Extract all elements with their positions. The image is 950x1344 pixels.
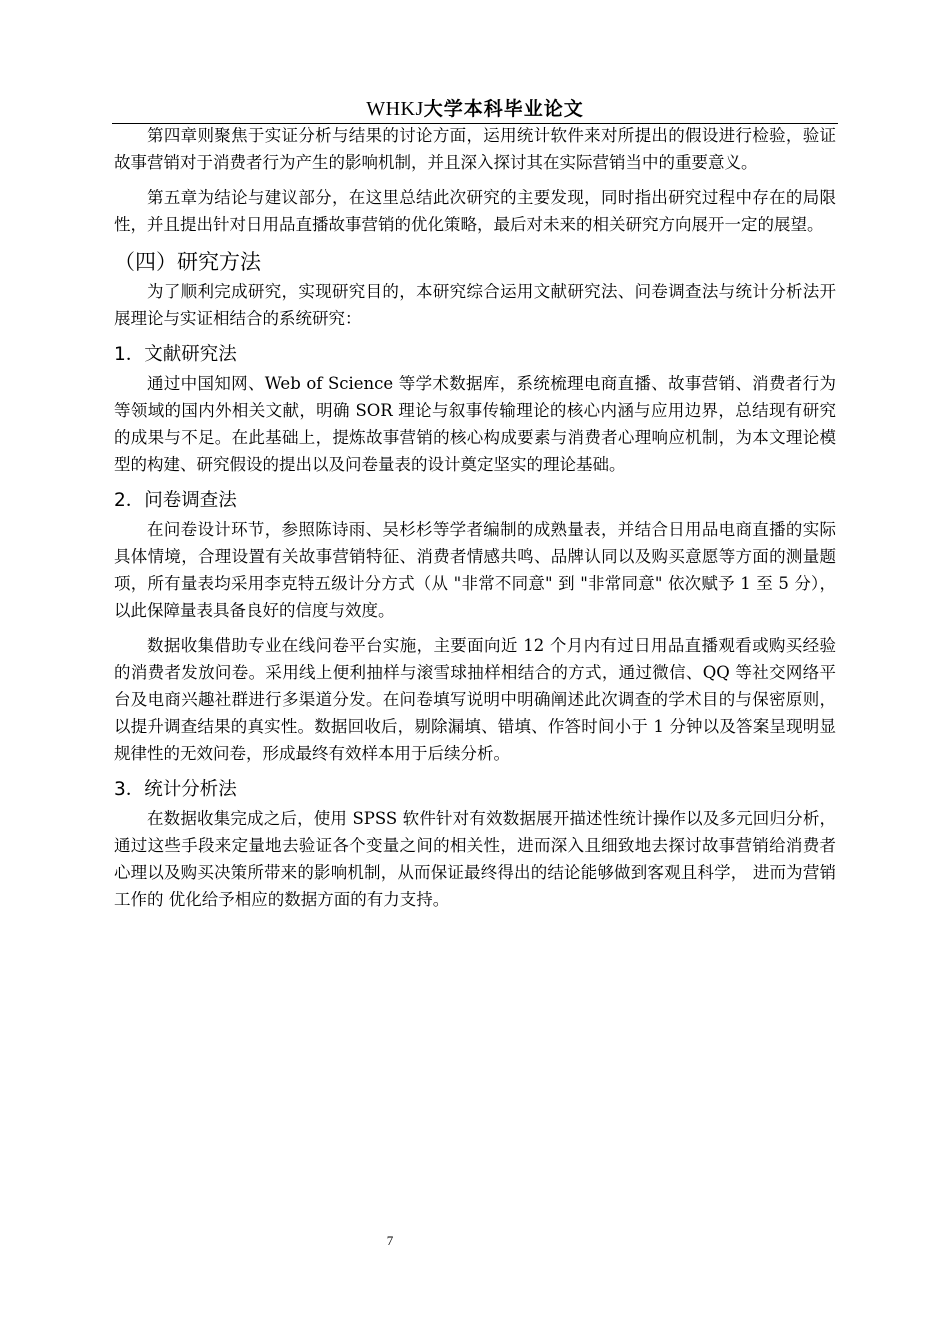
page-number: 7 bbox=[386, 1233, 394, 1248]
header-latin: WHKJ bbox=[366, 98, 424, 120]
paragraph-questionnaire-design: 在问卷设计环节，参照陈诗雨、吴杉杉等学者编制的成熟量表，并结合日用品电商直播的实际具体情境，合理设置有关故事营销特征、消费者情感共鸣、品牌认同以及购买意愿等方面的测量题项，所有量表均采用李克特五级计分方式（从 "非常不同意" 到 "非常同意" 依次赋予 1 至 5 分），以此保障量表具备良好的信度与效度。 bbox=[114, 520, 836, 620]
section-heading-research-methods: （四）研究方法 bbox=[114, 250, 261, 274]
paragraph-data-collection: 数据收集借助专业在线问卷平台实施，主要面向近 12 个月内有过日用品直播观看或购买经验的消费者发放问卷。采用线上便利抽样与滚雪球抽样相结合的方式，通过微信、QQ 等社交网络平台及电商兴趣社群进行多渠道分发。在问卷填写说明中明确阐述此次调查的学术目的与保密原则，以提升调查结果的真实性。数据回收后，剔除漏填、错填、作答时间小于 1 分钟以及答案呈现明显规律性的无效问卷，形成最终有效样本用于后续分析。 bbox=[114, 636, 836, 763]
subheading-questionnaire-method: 2．问卷调查法 bbox=[114, 490, 237, 511]
paragraph-statistical-method: 在数据收集完成之后，使用 SPSS 软件针对有效数据展开描述性统计操作以及多元回归分析，通过这些手段来定量地去验证各个变量之间的相关性，进而深入且细致地去探讨故事营销给消费者心理以及购买决策所带来的影响机制，从而保证最终得出的结论能够做到客观且科学， 进而为营销工作的 优化给予相应的数据方面的有力支持。 bbox=[114, 809, 836, 909]
subheading-statistical-method: 3．统计分析法 bbox=[114, 779, 237, 800]
body-text bbox=[114, 122, 836, 913]
paragraph-literature-method: 通过中国知网、Web of Science 等学术数据库，系统梳理电商直播、故事营销、消费者行为等领域的国内外相关文献，明确 SOR 理论与叙事传输理论的核心内涵与应用边界，总结现有研究的成果与不足。在此基础上，提炼故事营销的核心构成要素与消费者心理响应机制，为本文理论模型的构建、研究假设的提出以及问卷量表的设计奠定坚实的理论基础。 bbox=[114, 374, 836, 474]
paragraph-methods-intro: 为了顺利完成研究，实现研究目的，本研究综合运用文献研究法、问卷调查法与统计分析法开展理论与实证相结合的系统研究： bbox=[114, 282, 836, 328]
paragraph-chapter5: 第五章为结论与建议部分，在这里总结此次研究的主要发现，同时指出研究过程中存在的局限性，并且提出针对日用品直播故事营销的优化策略，最后对未来的相关研究方向展开一定的展望。 bbox=[114, 188, 836, 234]
running-header bbox=[112, 96, 838, 122]
subheading-literature-method: 1．文献研究法 bbox=[114, 344, 237, 365]
paragraph-chapter4: 第四章则聚焦于实证分析与结果的讨论方面，运用统计软件来对所提出的假设进行检验，验证故事营销对于消费者行为产生的影响机制，并且深入探讨其在实际营销当中的重要意义。 bbox=[114, 126, 836, 172]
header-title: 大学本科毕业论文 bbox=[423, 98, 584, 120]
